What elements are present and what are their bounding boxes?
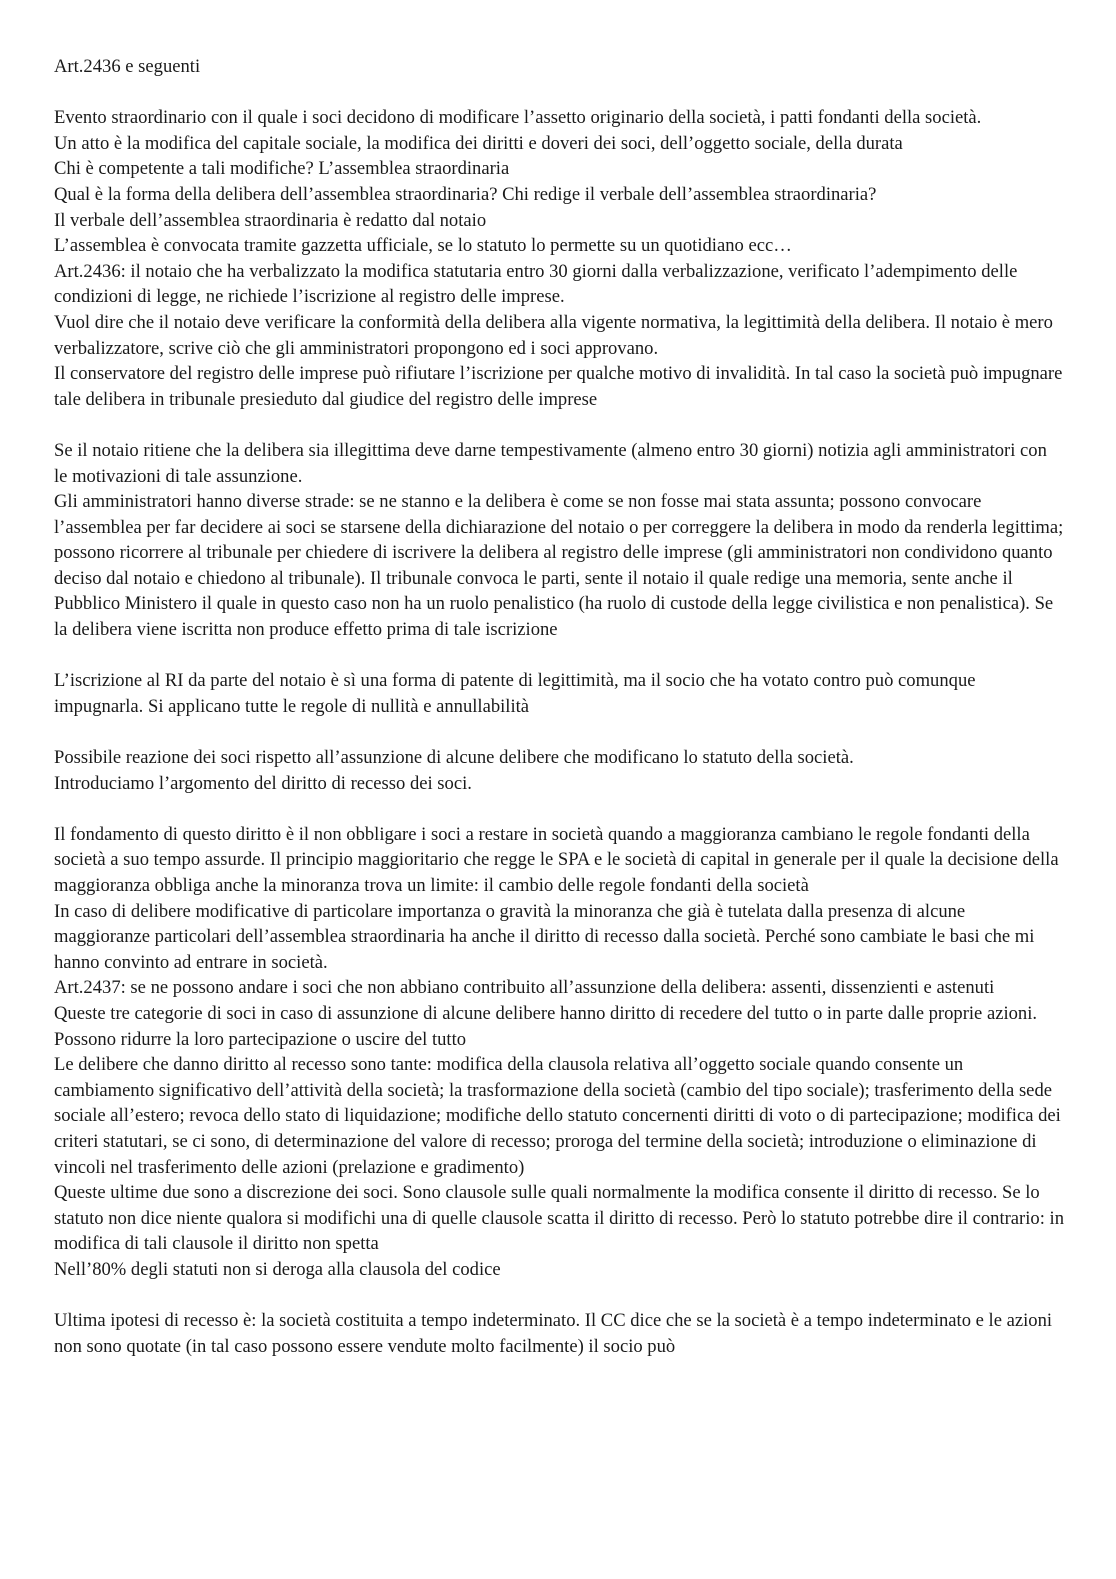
text-line: Se il notaio ritiene che la delibera sia illegittima deve darne tempestivamente (almeno entro 30 giorni) notizia agli amministratori con le motivazioni di tale assunzione. [54, 439, 1052, 487]
text-line: Qual è la forma della delibera dell’assemblea straordinaria? Chi redige il verbale dell’assemblea straordinaria? [54, 183, 877, 205]
text-line: Introduciamo l’argomento del diritto di recesso dei soci. [54, 772, 472, 794]
paragraph-gap [54, 1283, 1064, 1309]
text-line: In caso di delibere modificative di particolare importanza o gravità la minoranza che già è tutelata dalla presenza di alcune maggioranze particolari dell’assemblea straordinaria ha anche il diritto di recesso dalla società. Perché sono cambiate le basi che mi hanno convinto ad entrare in società. [54, 900, 1040, 973]
text-line: Art.2437: se ne possono andare i soci che non abbiano contribuito all’assunzione della delibera: assenti, dissenzienti e astenuti [54, 977, 995, 999]
text-line: Chi è competente a tali modifiche? L’assemblea straordinaria [54, 158, 510, 180]
paragraph-gap [54, 719, 1064, 745]
text-line: Art.2436: il notaio che ha verbalizzato la modifica statutaria entro 30 giorni dalla verbalizzazione, verificato l’adempimento delle condizioni di legge, ne richiede l’iscrizione al registro delle imprese. [54, 260, 1023, 308]
paragraph-gap [54, 80, 1064, 106]
text-line: Queste tre categorie di soci in caso di assunzione di alcune delibere hanno diritto di recedere del tutto o in parte dalle proprie azioni. Possono ridurre la loro partecipazione o uscire del tutto [54, 1002, 1042, 1050]
text-line: Le delibere che danno diritto al recesso sono tante: modifica della clausola relativa all’oggetto sociale quando consente un cambiamento significativo dell’attività della società; la trasformazione della società (cambio del tipo sociale); trasferimento della sede sociale all’estero; revoca dello stato di liquidazione; modifiche dello statuto concernenti diritti di voto o di partecipazione; modifica dei criteri statutari, se ci sono, di determinazione del valore di recesso; proroga del termine della società; introduzione o eliminazione di vincoli nel trasferimento delle azioni (prelazione e gradimento) [54, 1054, 1066, 1178]
text-line: Gli amministratori hanno diverse strade: se ne stanno e la delibera è come se non fosse mai stata assunta; possono convocare l’assemblea per far decidere ai soci se starsene della dichiarazione del notaio o per correggere la delibera in modo da renderla legittima; possono ricorrere al tribunale per chiedere di iscrivere la delibera al registro delle imprese (gli amministratori non condividono quanto deciso dal notaio e chiedono al tribunale). Il tribunale convoca le parti, sente il notaio il quale redige una memoria, sente anche il Pubblico Ministero il quale in questo caso non ha un ruolo penalistico (ha ruolo di custode della legge civilistica e non penalistica). Se la delibera viene iscritta non produce effetto prima di tale iscrizione [54, 491, 1068, 641]
text-line: L’iscrizione al RI da parte del notaio è sì una forma di patente di legittimità, ma il socio che ha votato contro può comunque impugnarla. Si applicano tutte le regole di nullità e annullabilità [54, 670, 981, 717]
text-line: Evento straordinario con il quale i soci decidono di modificare l’assetto originario della società, i patti fondanti della società. [54, 107, 982, 129]
text-line: Nell’80% degli statuti non si deroga alla clausola del codice [54, 1258, 501, 1280]
text-line: Queste ultime due sono a discrezione dei soci. Sono clausole sulle quali normalmente la modifica consente il diritto di recesso. Se lo statuto non dice niente qualora si modifichi una di quelle clausole scatta il diritto di recesso. Però lo statuto potrebbe dire il contrario: in modifica di tali clausole il diritto non spetta [54, 1182, 1069, 1255]
text-line: Ultima ipotesi di recesso è: la società costituita a tempo indeterminato. Il CC dice che se la società è a tempo indeterminato e le azioni non sono quotate (in tal caso possono essere vendute molto facilmente) il socio può [54, 1310, 1057, 1357]
text-line: Vuol dire che il notaio deve verificare la conformità della delibera alla vigente normativa, la legittimità della delibera. Il notaio è mero verbalizzatore, scrive ciò che gli amministratori propongono ed i soci approvano. [54, 311, 1058, 359]
text-line: L’assemblea è convocata tramite gazzetta ufficiale, se lo statuto lo permette su un quotidiano ecc… [54, 235, 792, 257]
paragraph-gap [54, 796, 1064, 822]
document-page [54, 54, 1069, 1359]
text-line: Il fondamento di questo diritto è il non obbligare i soci a restare in società quando a maggioranza cambiano le regole fondanti della società a suo tempo assurde. Il principio maggioritario che regge le SPA e le società di capital in generale per il quale la decisione della maggioranza obbliga anche la minoranza trova un limite: il cambio delle regole fondanti della società [54, 823, 1064, 896]
text-line: Un atto è la modifica del capitale sociale, la modifica dei diritti e doveri dei soci, dell’oggetto sociale, della durata [54, 132, 903, 154]
paragraph-gap [54, 412, 1064, 438]
text-line: Il verbale dell’assemblea straordinaria è redatto dal notaio [54, 209, 487, 231]
text-line: Possibile reazione dei soci rispetto all’assunzione di alcune delibere che modificano lo statuto della società. [54, 747, 854, 769]
document-heading: Art.2436 e seguenti [54, 56, 201, 77]
paragraph-gap [54, 643, 1064, 669]
document-body [54, 80, 1069, 1360]
text-line: Il conservatore del registro delle imprese può rifiutare l’iscrizione per qualche motivo di invalidità. In tal caso la società può impugnare tale delibera in tribunale presieduto dal giudice del registro delle imprese [54, 363, 1068, 410]
